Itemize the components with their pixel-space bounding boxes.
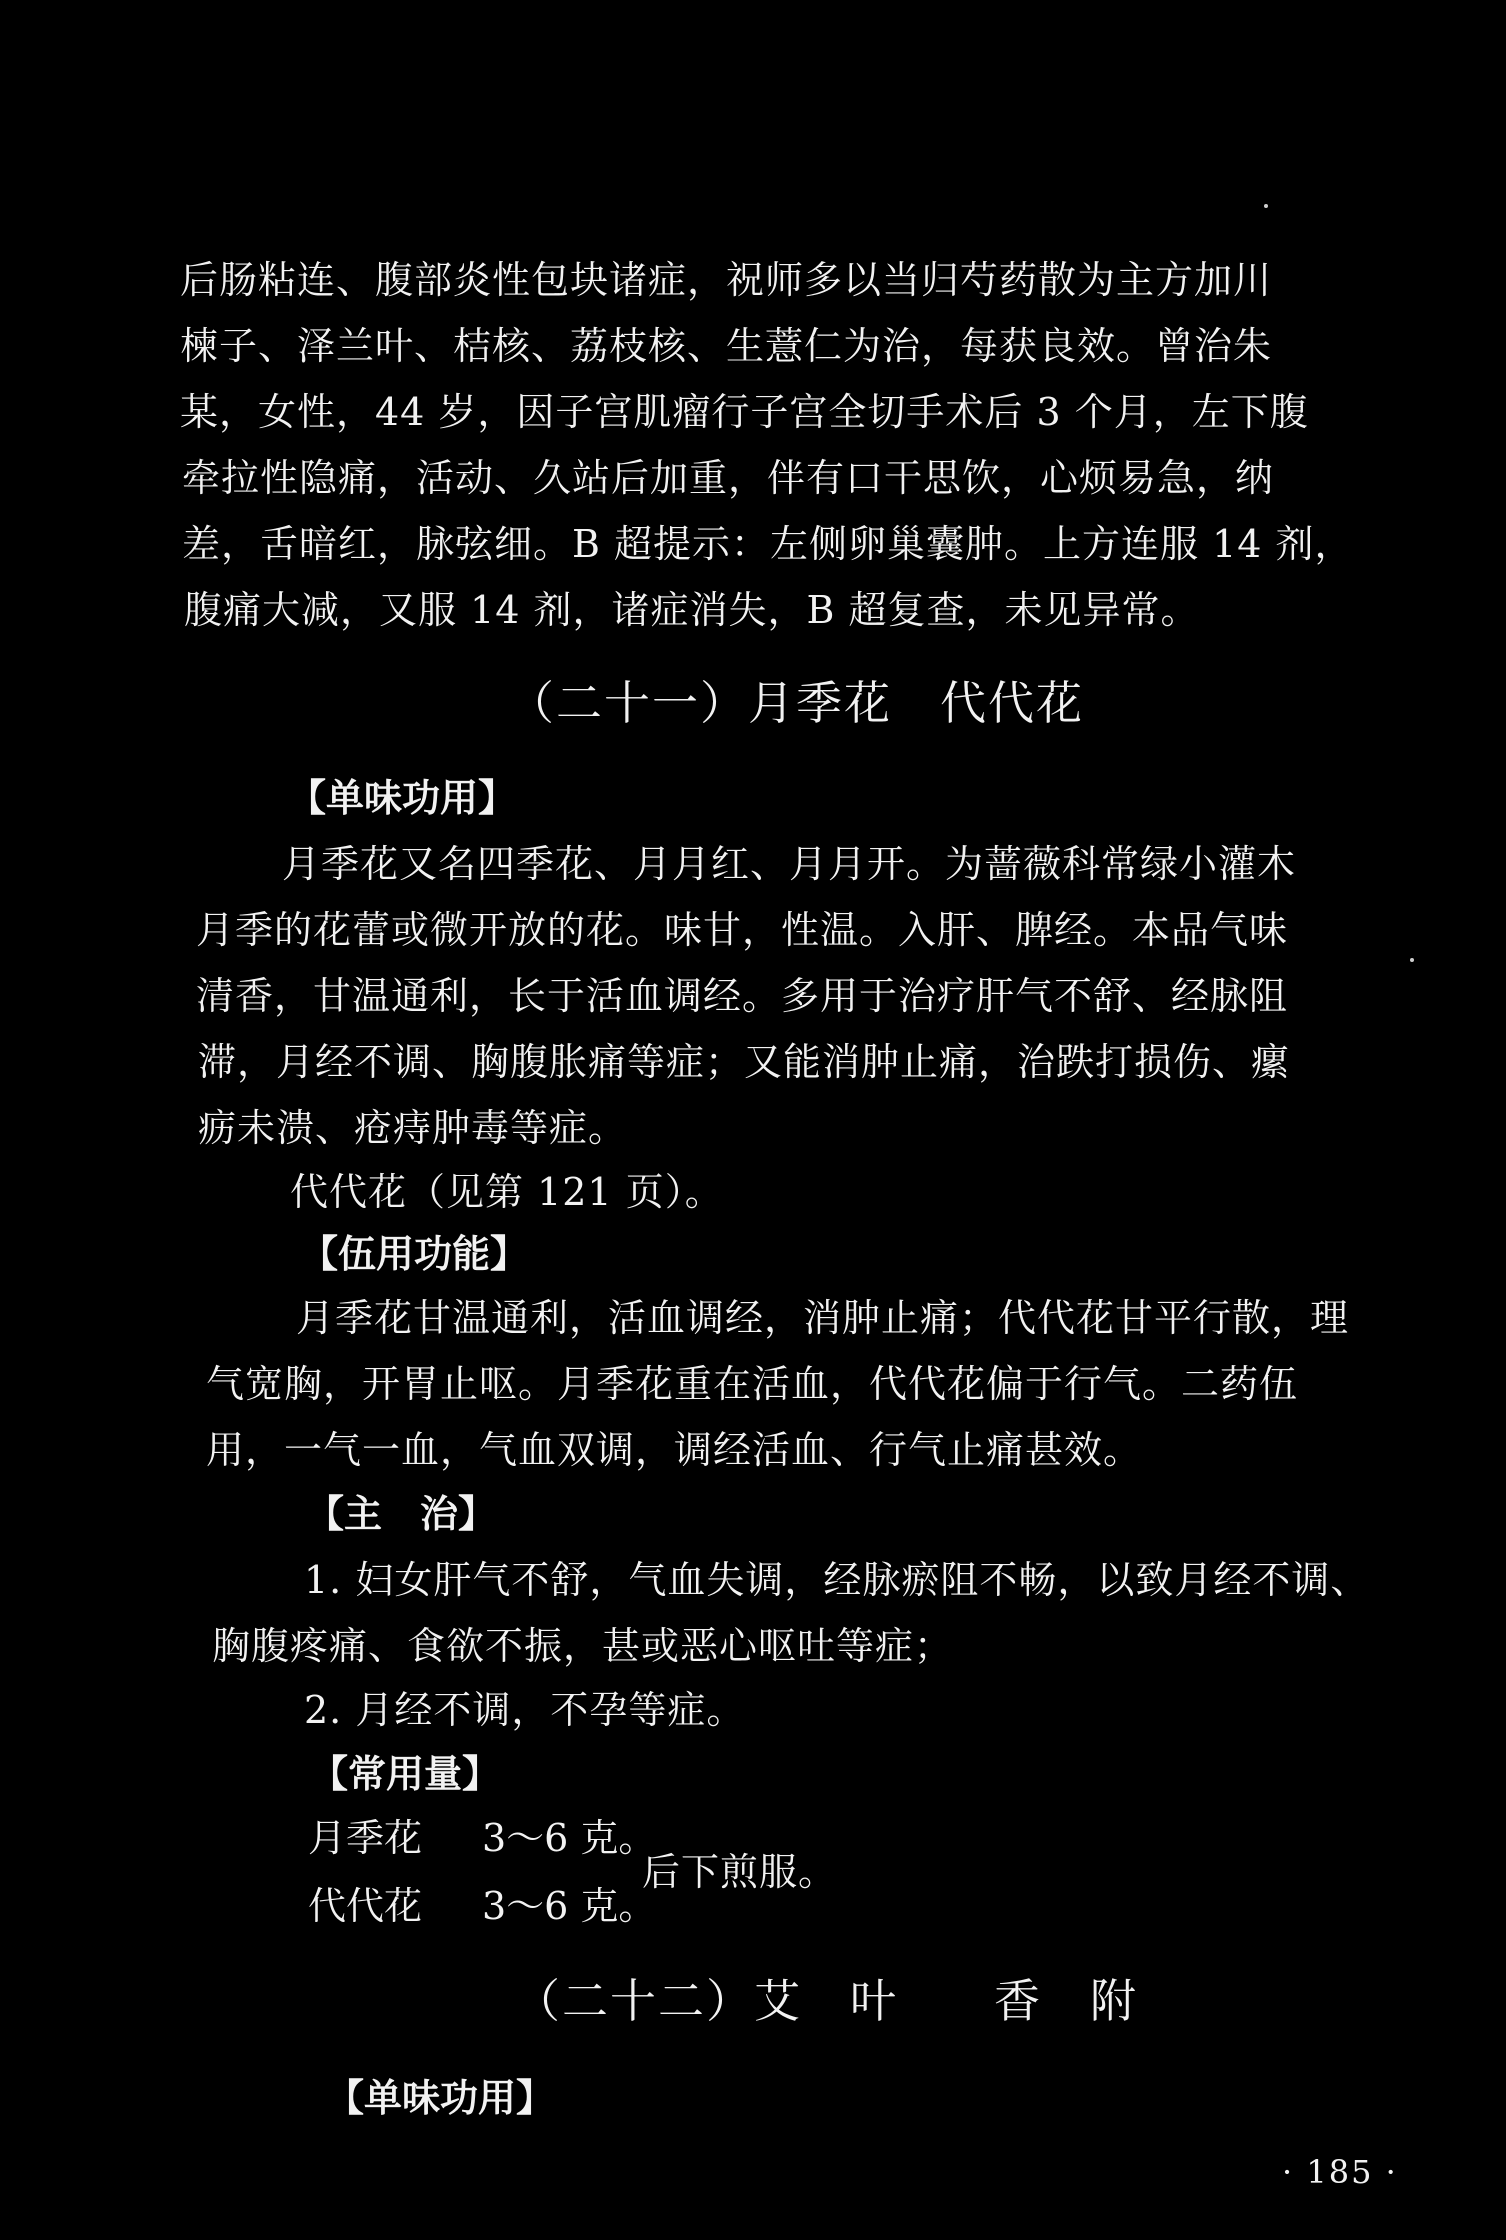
body-line: 月季花又名四季花、月月红、月月开。为蔷薇科常绿小灌木 <box>282 842 1297 886</box>
body-line: 月季的花蕾或微开放的花。味甘，性温。入肝、脾经。本品气味 <box>196 908 1289 952</box>
page-number: · 185 · <box>1282 2153 1398 2191</box>
body-line: 月季花甘温通利，活血调经，消肿止痛；代代花甘平行散，理 <box>296 1296 1350 1340</box>
intro-line: 差，舌暗红，脉弦细。B 超提示：左侧卵巢囊肿。上方连服 14 剂， <box>182 522 1354 566</box>
intro-line: 某，女性，44 岁，因子宫肌瘤行子宫全切手术后 3 个月，左下腹 <box>180 390 1309 434</box>
intro-line: 腹痛大减，又服 14 剂，诸症消失，B 超复查，未见异常。 <box>184 588 1200 632</box>
dosage-row <box>308 1884 656 1928</box>
dosage-amount: 3～6 克。 <box>482 1816 657 1860</box>
dosage-amount: 3～6 克。 <box>482 1884 657 1928</box>
intro-line: 牵拉性隐痛，活动、久站后加重，伴有口干思饮，心烦易急，纳 <box>182 456 1275 500</box>
body-line: 代代花（见第 121 页）。 <box>290 1170 724 1214</box>
dosage-heading: 【常用量】 <box>310 1752 501 1796</box>
body-line: 2. 月经不调，不孕等症。 <box>304 1688 746 1732</box>
body-line: 清香，甘温通利，长于活血调经。多用于治疗肝气不舒、经脉阻 <box>196 974 1289 1018</box>
scan-speck <box>1264 204 1268 208</box>
dosage-herb: 代代花 <box>308 1884 423 1928</box>
body-line: 用，一气一血，气血双调，调经活血、行气止痛甚效。 <box>206 1428 1143 1472</box>
body-line: 滞，月经不调、胸腹胀痛等症；又能消肿止痛，治跌打损伤、瘰 <box>198 1040 1291 1084</box>
dosage-herb: 月季花 <box>308 1816 423 1860</box>
body-line: 疬未溃、疮痔肿毒等症。 <box>198 1106 628 1150</box>
dosage-note: 后下煎服。 <box>642 1850 838 1894</box>
body-line: 1. 妇女肝气不舒，气血失调，经脉瘀阻不畅，以致月经不调、 <box>304 1558 1370 1602</box>
indications-heading: 【主 治】 <box>306 1492 497 1536</box>
scan-speck <box>1410 958 1414 962</box>
combined-function-heading: 【伍用功能】 <box>300 1232 529 1276</box>
section-title: （二十二）艾 叶 香 附 <box>514 1974 1138 2028</box>
intro-line: 楝子、泽兰叶、桔核、荔枝核、生薏仁为治，每获良效。曾治朱 <box>180 324 1273 368</box>
body-line: 胸腹疼痛、食欲不振，甚或恶心呕吐等症； <box>212 1624 954 1668</box>
single-function-heading: 【单味功用】 <box>326 2076 555 2120</box>
body-line: 气宽胸，开胃止呕。月季花重在活血，代代花偏于行气。二药伍 <box>206 1362 1299 1406</box>
intro-line: 后肠粘连、腹部炎性包块诸症，祝师多以当归芍药散为主方加川 <box>180 258 1273 302</box>
section-title: （二十一）月季花 代代花 <box>508 676 1084 730</box>
single-function-heading: 【单味功用】 <box>288 776 517 820</box>
dosage-row <box>308 1816 656 1860</box>
